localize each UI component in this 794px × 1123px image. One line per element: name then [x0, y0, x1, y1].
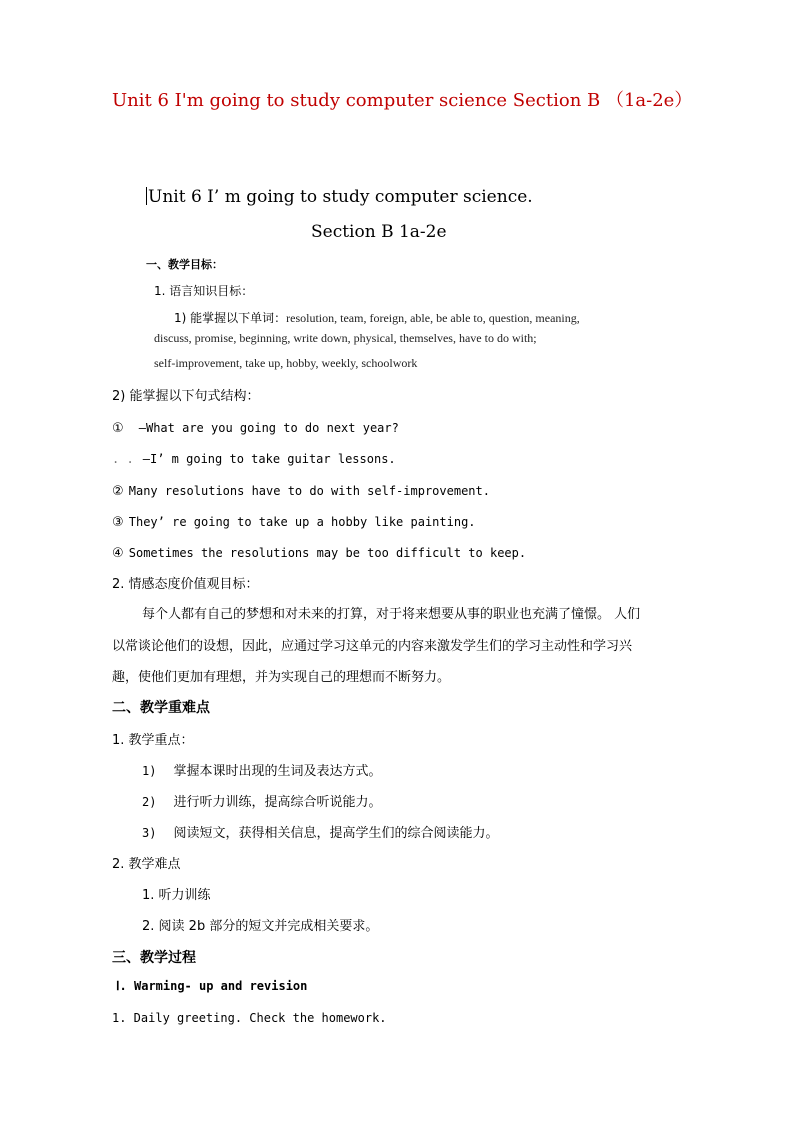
sentence-4-mark: ④: [112, 546, 124, 561]
key-point-1-num: 1): [142, 764, 157, 778]
sentence-1b: [112, 448, 396, 467]
process-step-1: Ⅰ. Warming- up and revision: [116, 979, 308, 993]
paragraph-line-2: 以常谈论他们的设想，因此，应通过学习这单元的内容来激发学生们的学习主动性和学习兴: [112, 639, 633, 654]
vocab-line-3: self-improvement, take up, hobby, weekly, schoolwork: [154, 356, 418, 370]
sentence-3-text: They’ re going to take up a hobby like painting.: [128, 515, 476, 529]
paragraph-line-1: 每个人都有自己的梦想和对未来的打算，对于将来想要从事的职业也充满了憧憬。 人们: [142, 607, 641, 622]
key-point-3-num: 3): [142, 826, 157, 840]
sentence-1-text: —What are you going to do next year?: [138, 421, 399, 435]
sentence-1: [112, 417, 399, 436]
structures-header: 2) 能掌握以下句式结构：: [112, 389, 260, 404]
text-cursor: [146, 187, 147, 205]
sentence-2-text: Many resolutions have to do with self-improvement.: [128, 484, 490, 498]
key-point-2-num: 2): [142, 795, 157, 809]
sentence-1b-mark: . .: [112, 452, 134, 466]
vocab-prefix: 1) 能掌握以下单词：: [174, 311, 287, 325]
section-3-heading: 三、教学过程: [112, 950, 196, 966]
language-objectives: 1. 语言知识目标：: [154, 284, 254, 298]
emotion-header: 2. 情感态度价值观目标：: [112, 577, 259, 592]
sentence-1b-text: —I’ m going to take guitar lessons.: [142, 452, 396, 466]
key-point-1-text: 掌握本课时出现的生词及表达方式。: [173, 764, 382, 779]
sentence-1-mark: ①: [112, 421, 124, 436]
key-point-2-text: 进行听力训练，提高综合听说能力。: [173, 795, 382, 810]
sentence-2-mark: ②: [112, 484, 124, 499]
objectives-header: 一、教学目标：: [146, 258, 223, 271]
sentence-3-mark: ③: [112, 515, 124, 530]
unit-heading-text: Unit 6 I’ m going to study computer science.: [148, 187, 533, 207]
difficulty-2: 2. 阅读 2b 部分的短文并完成相关要求。: [142, 919, 379, 934]
key-point-3-text: 阅读短文，获得相关信息，提高学生们的综合阅读能力。: [173, 826, 499, 841]
key-points-header: 1. 教学重点：: [112, 733, 194, 748]
section-2-heading: 二、教学重难点: [112, 700, 210, 716]
key-point-1: [142, 760, 382, 779]
sentence-3: [112, 511, 476, 530]
document-title: Unit 6 I'm going to study computer science Section B （1a-2e）: [112, 90, 693, 111]
paragraph-line-3: 趣，使他们更加有理想，并为实现自己的理想而不断努力。: [112, 670, 451, 685]
sentence-4-text: Sometimes the resolutions may be too difficult to keep.: [128, 546, 527, 560]
sentence-2: [112, 480, 490, 499]
section-heading: Section B 1a-2e: [311, 222, 447, 242]
process-step-1-1: 1. Daily greeting. Check the homework.: [112, 1011, 387, 1025]
unit-heading: [146, 187, 533, 207]
vocab-words-1: resolution, team, foreign, able, be able to, question, meaning,: [286, 311, 580, 325]
difficulty-1: 1. 听力训练: [142, 888, 211, 903]
vocab-line-2: discuss, promise, beginning, write down, physical, themselves, have to do with;: [154, 331, 537, 345]
sentence-4: [112, 542, 526, 561]
difficulties-header: 2. 教学难点: [112, 857, 181, 872]
vocab-line-1: [174, 307, 580, 326]
key-point-3: [142, 822, 499, 841]
key-point-2: [142, 791, 382, 810]
